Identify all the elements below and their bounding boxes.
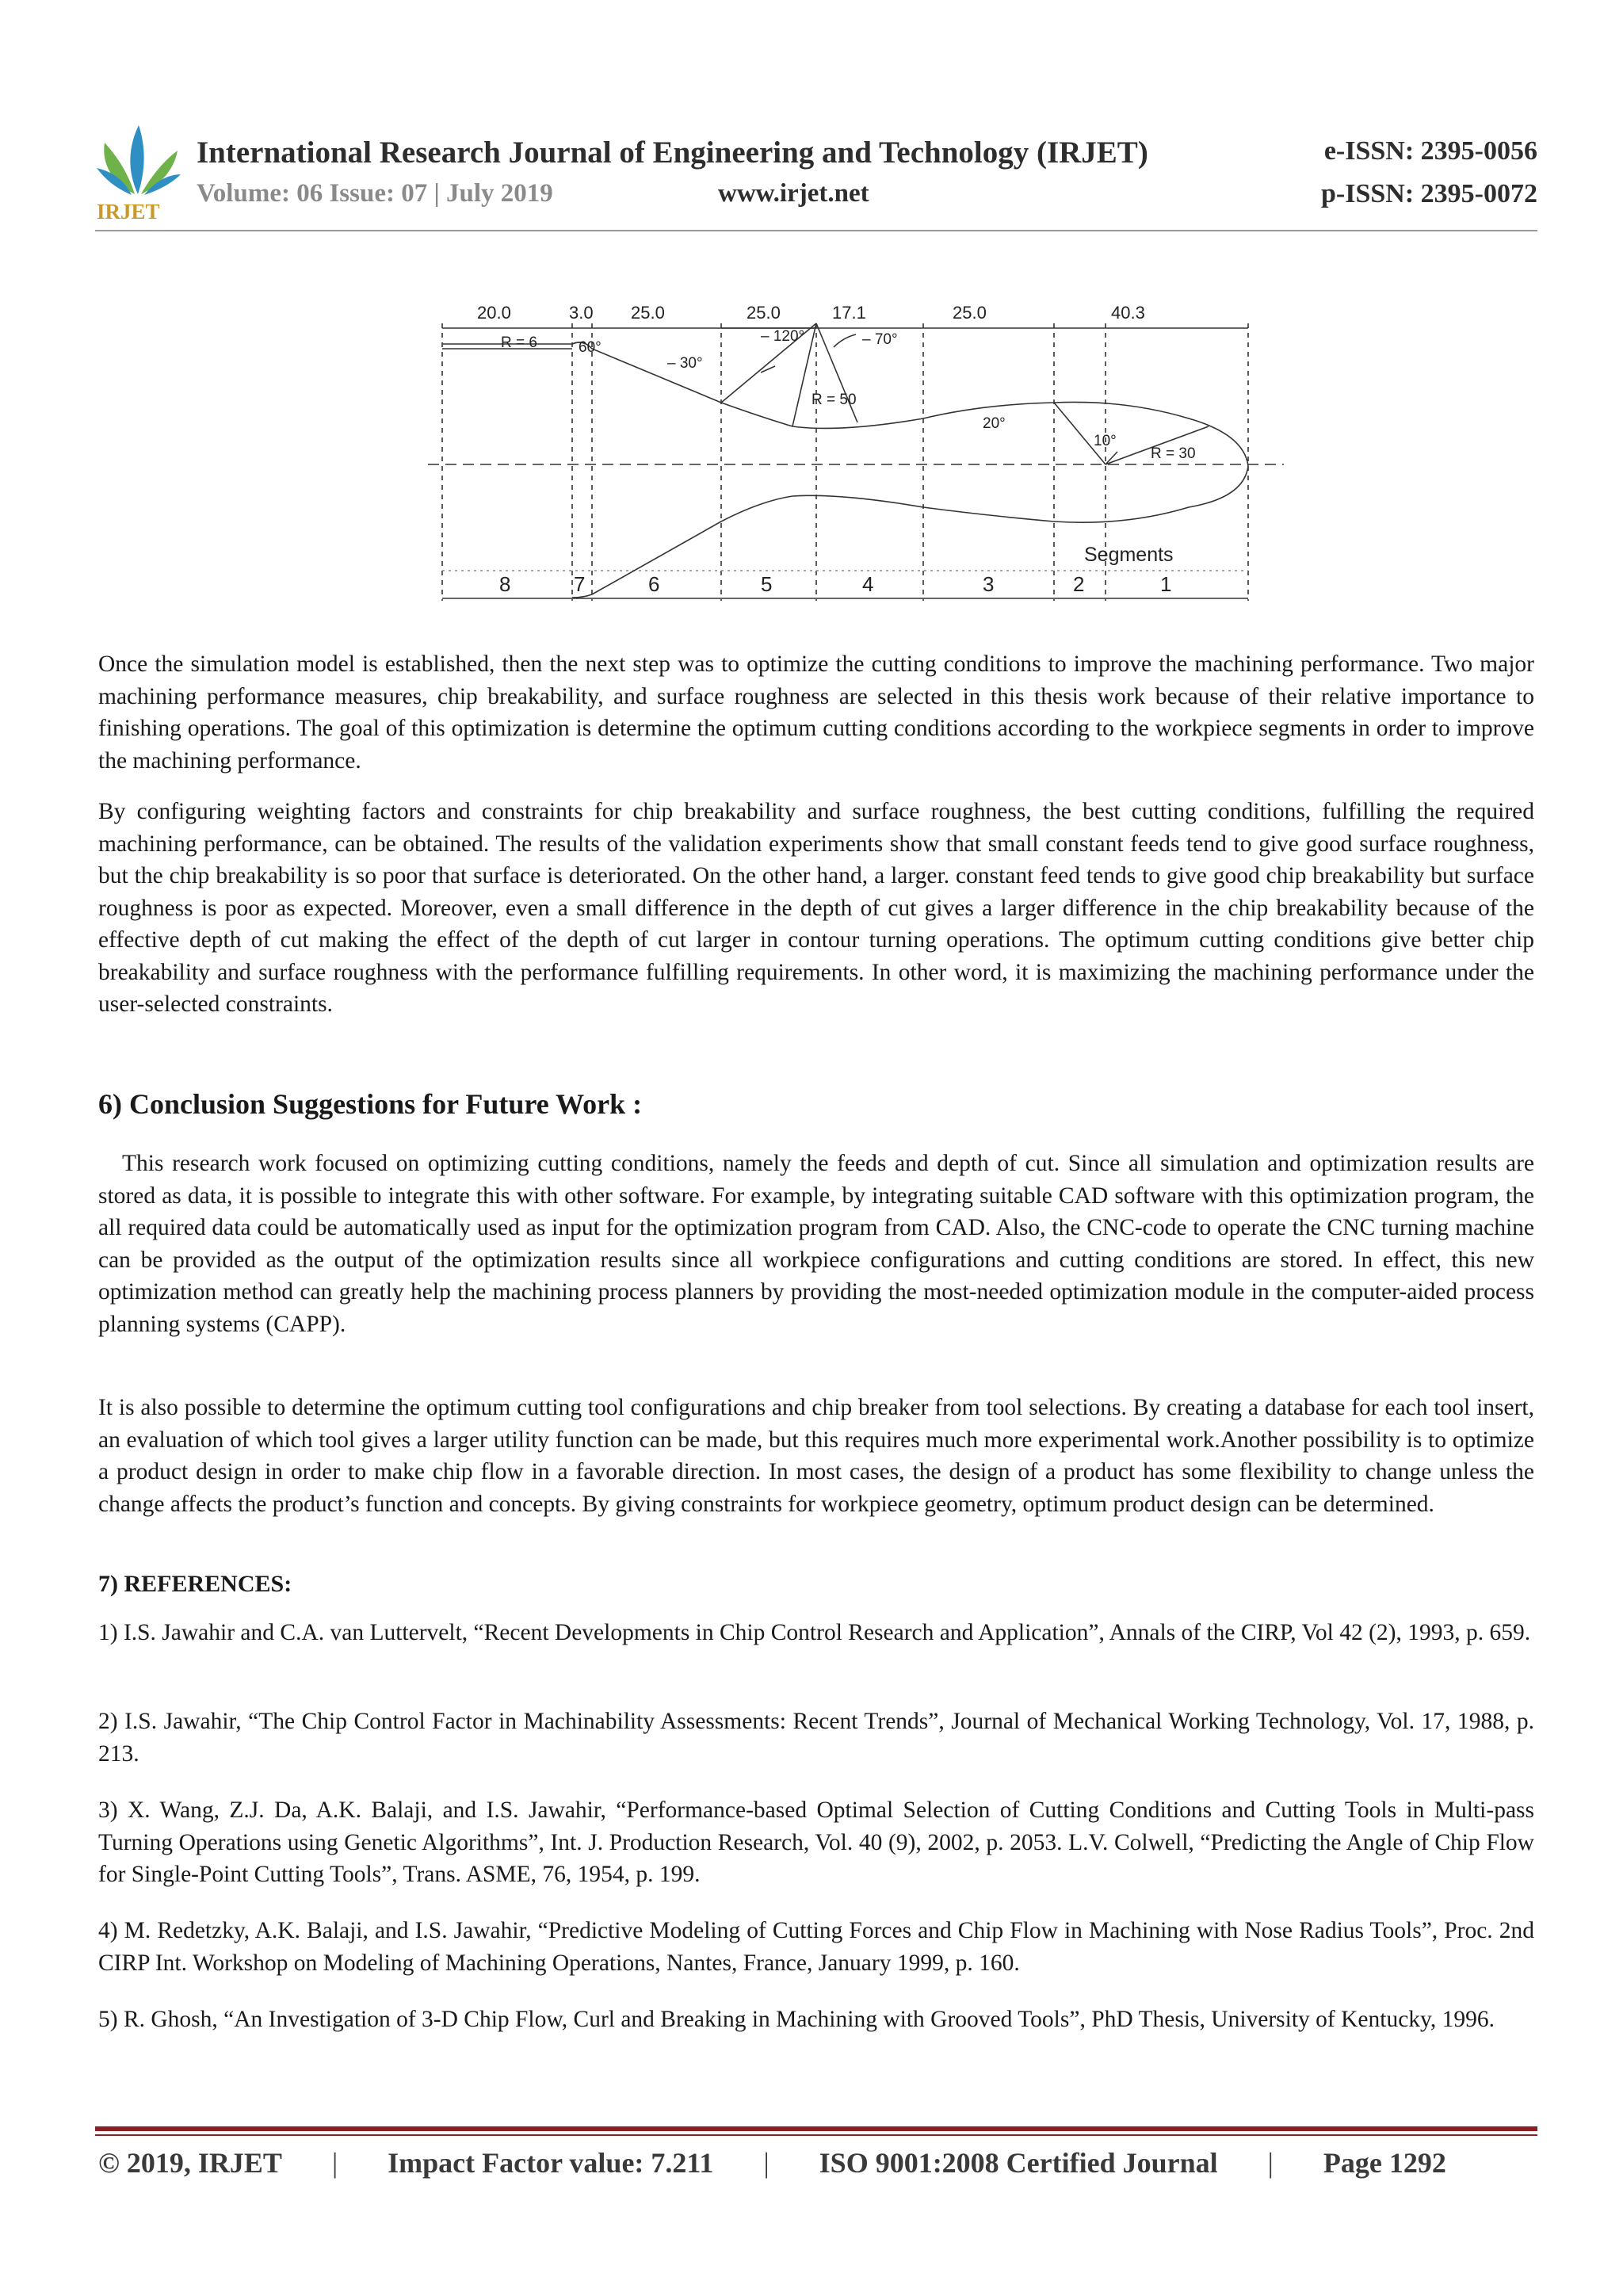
section-heading-references: 7) REFERENCES: [98,1571,292,1597]
segment-number: 7 [574,572,586,596]
e-issn: e-ISSN: 2395-0056 [1323,136,1537,166]
radius-label: R = 50 [812,392,857,408]
segment-number: 4 [862,572,874,596]
dim-label: 25.0 [747,303,781,323]
p-issn: p-ISSN: 2395-0072 [1321,179,1537,208]
angle-label: – 70° [862,331,898,348]
segments-label: Segments [1084,544,1174,566]
paragraph-optimization: Once the simulation model is established, then the next step was to optimize the cutting conditions to improve the machining performance. Two major machining performance measures, chip breakability, and surface roughness are selected in this thesis work because of their relative importance to finishing operations. The goal of this optimization is determine the optimum cutting conditions according to the workpiece segments in order to improve the machining performance. [98,651,1534,774]
segment-number: 2 [1073,572,1085,596]
logo-text: IRJET [97,200,160,222]
footer-impact-factor: Impact Factor value: 7.211 [388,2147,714,2179]
reference-item-1: 1) I.S. Jawahir and C.A. van Luttervelt, “Recent Developments in Chip Control Research and Application”, Annals of the CIRP, Vol 42 (2), 1993, p. 659. [98,1620,1531,1645]
dim-label: 17.1 [832,303,866,323]
paragraph-future-work: It is also possible to determine the optimum cutting tool configurations and chip breaker from tool selections. By creating a database for each tool insert, an evaluation of which tool gives a larger utility function can be made, but this requires much more experimental work.Another possibility is to optimize a product design in order to make chip flow in a favorable direction. In most cases, the design of a product has some flexibility to change unless the change affects the product’s function and concepts. By giving constraints for workpiece geometry, optimum product design can be determined. [98,1395,1534,1517]
dim-label: 40.3 [1111,303,1145,323]
dim-label: 20.0 [477,303,511,323]
angle-label: 10° [1094,433,1117,449]
footer-copyright: © 2019, IRJET [98,2147,282,2179]
footer-separator: | [331,2147,338,2179]
footer-divider-thin [95,2134,1537,2136]
angle-label: – 30° [667,355,703,372]
page-header [95,111,1537,230]
header-divider [95,230,1537,231]
footer-separator: | [763,2147,769,2179]
reference-item-5: 5) R. Ghosh, “An Investigation of 3-D Chip Flow, Curl and Breaking in Machining with Grooved Tools”, PhD Thesis, University of Kentucky, 1996. [98,2007,1495,2032]
dim-label: 25.0 [953,303,987,323]
reference-item-4: 4) M. Redetzky, A.K. Balaji, and I.S. Jawahir, “Predictive Modeling of Cutting Forces and Chip Flow in Machining with Nose Radius Tools”, Proc. 2nd CIRP Int. Workshop on Modeling of Machining Operations, Nantes, France, January 1999, p. 160. [98,1918,1534,1976]
segment-number: 8 [499,572,511,596]
segment-number: 5 [761,572,773,596]
angle-label: – 120° [761,328,805,345]
journal-website[interactable]: www.irjet.net [718,179,869,208]
footer-separator: | [1267,2147,1274,2179]
dim-label: 25.0 [631,303,665,323]
page-footer [98,2146,1446,2179]
reference-item-2: 2) I.S. Jawahir, “The Chip Control Factor in Machinability Assessments: Recent Trends”, Journal of Mechanical Working Technology, Vol. 17, 1988, p. 213. [98,1709,1534,1767]
journal-title: International Research Journal of Engineering and Technology (IRJET) [197,136,1148,170]
segment-number: 6 [648,572,660,596]
segment-number: 1 [1160,572,1172,596]
dim-label: 3.0 [569,303,594,323]
footer-divider [95,2126,1537,2131]
segment-number: 3 [983,572,995,596]
footer-iso: ISO 9001:2008 Certified Journal [819,2147,1218,2179]
radius-label: R = 6 [501,334,537,351]
radius-label: R = 30 [1151,445,1196,462]
workpiece-profile-figure [428,300,1284,609]
volume-issue: Volume: 06 Issue: 07 | July 2019 [197,179,553,208]
angle-label: 60° [579,339,601,356]
irjet-logo [95,119,182,222]
reference-item-3: 3) X. Wang, Z.J. Da, A.K. Balaji, and I.S. Jawahir, “Performance-based Optimal Selection of Cutting Conditions and Cutting Tools in Multi-pass Turning Operations using Genetic Algorithms”, Int. J. Production Research, Vol. 40 (9), 2002, p. 2053. L.V. Colwell, “Predicting the Angle of Chip Flow for Single-Point Cutting Tools”, Trans. ASME, 76, 1954, p. 199. [98,1797,1534,1887]
angle-label: 20° [983,415,1006,432]
paragraph-conclusion: This research work focused on optimizing cutting conditions, namely the feeds and depth of cut. Since all simulation and optimization results are stored as data, it is possible to integrate this with other software. For example, by integrating suitable CAD software with this optimization program, the all required data could be automatically used as input for the optimization program from CAD. Also, the CNC-code to operate the CNC turning machine can be provided as the output of the optimization results since all workpiece configurations and cutting conditions are stored. In effect, this new optimization method can greatly help the machining process planners by providing the most-needed optimization module in the computer-aided process planning systems (CAPP). [98,1151,1534,1337]
footer-page-number: Page 1292 [1323,2147,1446,2179]
section-heading-conclusion: 6) Conclusion Suggestions for Future Work : [98,1088,643,1120]
paragraph-weighting: By configuring weighting factors and constraints for chip breakability and surface roughness, the best cutting conditions, fulfilling the required machining performance, can be obtained. The results of the validation experiments show that small constant feeds tend to give good surface roughness, but the chip breakability is so poor that surface is deteriorated. On the other hand, a larger. constant feed tends to give good chip breakability but surface roughness is poor as expected. Moreover, even a small difference in the depth of cut gives a larger difference in the chip breakability because of the effective depth of cut making the effect of the depth of cut larger in contour turning operations. The optimum cutting conditions give better chip breakability and surface roughness with the performance fulfilling requirements. In other word, it is maximizing the machining performance under the user-selected constraints. [98,799,1534,1017]
